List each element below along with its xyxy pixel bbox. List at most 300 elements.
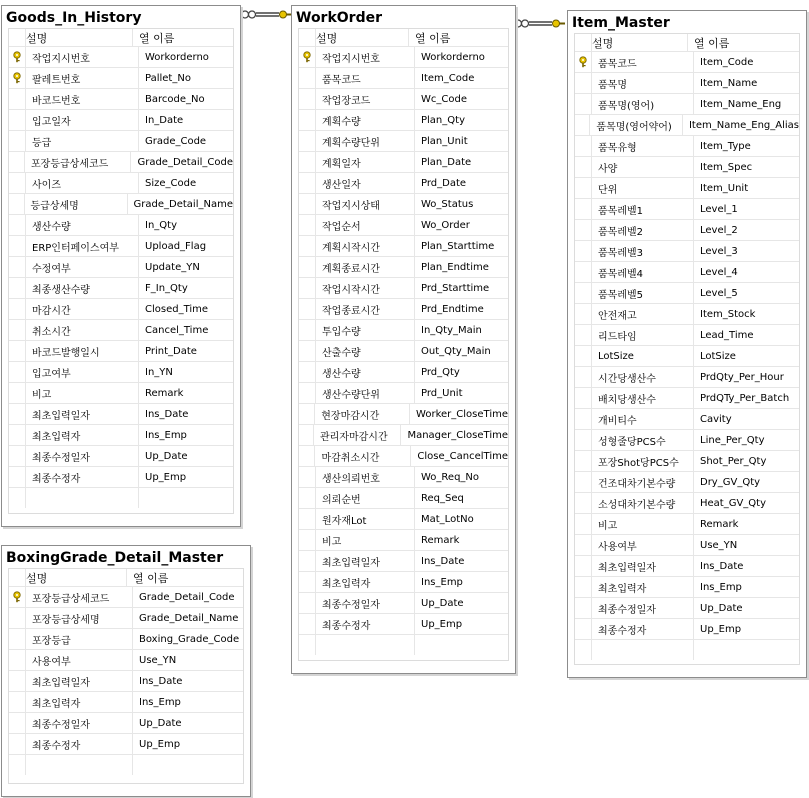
key-cell	[299, 89, 315, 109]
table-row[interactable]	[9, 235, 233, 256]
table-row[interactable]	[575, 576, 799, 597]
relation-workorder-item	[515, 20, 566, 27]
table-title[interactable]: Goods_In_History	[6, 10, 142, 26]
key-cell	[9, 650, 25, 670]
table-row[interactable]	[9, 424, 233, 445]
key-cell	[575, 577, 591, 597]
column-name: Grade_Detail_Name	[132, 608, 243, 628]
table-row[interactable]	[9, 586, 243, 607]
table-row[interactable]	[575, 366, 799, 387]
key-cell	[575, 241, 591, 261]
table-row[interactable]	[9, 193, 233, 214]
column-name: Print_Date	[138, 341, 233, 361]
column-grid	[8, 568, 244, 784]
column-description: 관리자마감시간	[313, 425, 400, 445]
table-row[interactable]	[575, 324, 799, 345]
table-row[interactable]	[575, 93, 799, 114]
column-header	[9, 569, 243, 586]
table-row[interactable]	[299, 382, 508, 403]
table-row[interactable]	[299, 88, 508, 109]
primary-key-icon	[301, 51, 313, 63]
column-name: Ins_Date	[414, 551, 508, 571]
table-row[interactable]	[575, 177, 799, 198]
table-item-master[interactable]	[567, 10, 807, 678]
table-row[interactable]	[9, 46, 233, 67]
key-end-icon	[553, 20, 566, 27]
column-description	[315, 635, 414, 655]
table-row[interactable]	[299, 508, 508, 529]
key-cell	[9, 320, 25, 340]
table-row[interactable]	[299, 550, 508, 571]
column-name: Cancel_Time	[138, 320, 233, 340]
column-name: Workorderno	[414, 47, 508, 67]
column-description: 등급	[25, 131, 138, 151]
colname-header: 열 이름	[126, 569, 243, 586]
column-name: Plan_Starttime	[414, 236, 508, 256]
key-cell	[9, 629, 25, 649]
table-row[interactable]	[299, 340, 508, 361]
column-name: Prd_Qty	[414, 362, 508, 382]
column-header	[575, 34, 799, 51]
column-description: 최종수정일자	[25, 713, 132, 733]
key-cell	[9, 299, 25, 319]
table-row[interactable]	[9, 151, 233, 172]
table-row[interactable]	[9, 691, 243, 712]
column-name: Item_Stock	[693, 304, 799, 324]
column-description: 바코드번호	[25, 89, 138, 109]
column-description: 등급상세명	[24, 194, 127, 214]
key-cell	[299, 362, 315, 382]
column-description: 최종수정자	[25, 734, 132, 754]
column-description: 취소시간	[25, 320, 138, 340]
column-name: Item_Spec	[693, 157, 799, 177]
table-title[interactable]: BoxingGrade_Detail_Master	[6, 550, 224, 566]
key-cell	[9, 587, 25, 607]
table-row[interactable]	[575, 555, 799, 576]
column-description: 포장등급	[25, 629, 132, 649]
column-description: 성형줄당PCS수	[591, 430, 693, 450]
key-cell	[299, 467, 315, 487]
table-row[interactable]	[299, 592, 508, 613]
column-description: 배치당생산수	[591, 388, 693, 408]
column-name: Grade_Detail_Code	[132, 587, 243, 607]
key-cell	[9, 734, 25, 754]
table-workorder[interactable]	[291, 5, 516, 674]
column-description: 생산일자	[315, 173, 414, 193]
column-description: 생산수량	[315, 362, 414, 382]
table-row[interactable]	[299, 487, 508, 508]
table-row[interactable]	[9, 733, 243, 754]
key-cell	[575, 388, 591, 408]
table-row[interactable]	[9, 256, 233, 277]
table-row[interactable]	[575, 261, 799, 282]
column-description: 작업지시번호	[315, 47, 414, 67]
key-cell	[9, 713, 25, 733]
column-description: 작업순서	[315, 215, 414, 235]
column-description: 포장등급상세코드	[25, 587, 132, 607]
table-row[interactable]	[9, 361, 233, 382]
key-cell	[575, 73, 591, 93]
key-cell	[299, 194, 315, 214]
key-cell	[9, 47, 25, 67]
table-row[interactable]	[9, 214, 233, 235]
table-row[interactable]	[299, 172, 508, 193]
key-cell	[9, 404, 25, 424]
column-description: 계획종료시간	[315, 257, 414, 277]
column-name: Item_Code	[693, 52, 799, 72]
column-description: 최초입력자	[25, 425, 138, 445]
column-name: Ins_Emp	[138, 425, 233, 445]
table-row[interactable]	[9, 340, 233, 361]
column-description: 품목레벨2	[591, 220, 693, 240]
key-cell	[9, 362, 25, 382]
column-description: 생산수량단위	[315, 383, 414, 403]
column-description: 작업지시상태	[315, 194, 414, 214]
column-name: Level_5	[693, 283, 799, 303]
column-description: 비고	[25, 383, 138, 403]
column-description: 투입수량	[315, 320, 414, 340]
table-row[interactable]	[575, 240, 799, 261]
key-cell	[575, 52, 591, 72]
column-grid	[574, 33, 800, 665]
column-description: 수정여부	[25, 257, 138, 277]
column-name: Remark	[414, 530, 508, 550]
relation-goods-workorder	[242, 11, 293, 18]
column-description	[25, 755, 132, 775]
column-description: 현장마감시간	[314, 404, 409, 424]
column-rows	[9, 46, 233, 508]
column-name: Use_YN	[693, 535, 799, 555]
column-description: 최초입력일자	[25, 671, 132, 691]
table-row[interactable]	[9, 712, 243, 733]
key-cell	[299, 614, 315, 634]
key-cell	[575, 640, 591, 660]
key-cell	[9, 236, 25, 256]
table-row[interactable]	[299, 319, 508, 340]
column-description: 생산의뢰번호	[315, 467, 414, 487]
key-cell	[9, 755, 25, 775]
key-cell	[575, 493, 591, 513]
column-name: Barcode_No	[138, 89, 233, 109]
key-cell	[299, 257, 315, 277]
colname-header: 열 이름	[408, 29, 508, 46]
key-cell	[9, 341, 25, 361]
table-title[interactable]: WorkOrder	[296, 10, 383, 26]
column-description: 시간당생산수	[591, 367, 693, 387]
column-description: 마감시간	[25, 299, 138, 319]
column-grid	[298, 28, 509, 661]
key-cell	[575, 325, 591, 345]
table-row[interactable]	[9, 319, 233, 340]
key-cell	[9, 194, 24, 214]
column-description: LotSize	[591, 346, 693, 366]
column-name: Upload_Flag	[138, 236, 233, 256]
table-row[interactable]	[575, 303, 799, 324]
key-cell	[575, 157, 591, 177]
column-description: 품목명(영어약어)	[589, 115, 682, 135]
column-name: Wo_Order	[414, 215, 508, 235]
table-row[interactable]	[9, 466, 233, 487]
column-description: 원자재Lot	[315, 509, 414, 529]
column-description	[25, 488, 138, 508]
column-name: Up_Date	[132, 713, 243, 733]
table-row[interactable]	[299, 445, 508, 466]
column-name: Item_Name_Eng_Alias	[682, 115, 799, 135]
table-row[interactable]	[9, 67, 233, 88]
table-row[interactable]	[575, 429, 799, 450]
column-name: Item_Name	[693, 73, 799, 93]
key-cell	[299, 383, 315, 403]
column-name: Pallet_No	[138, 68, 233, 88]
column-name: Up_Emp	[414, 614, 508, 634]
table-row[interactable]	[299, 298, 508, 319]
key-cell	[299, 509, 315, 529]
table-row[interactable]	[299, 361, 508, 382]
colname-header: 열 이름	[687, 34, 799, 51]
table-row[interactable]	[575, 219, 799, 240]
key-cell	[299, 320, 315, 340]
table-row[interactable]	[575, 135, 799, 156]
table-row[interactable]	[9, 628, 243, 649]
table-row[interactable]	[575, 597, 799, 618]
table-row[interactable]	[299, 67, 508, 88]
table-row[interactable]	[299, 256, 508, 277]
column-description: 최종수정자	[591, 619, 693, 639]
column-name	[138, 488, 233, 508]
key-cell	[575, 136, 591, 156]
table-row[interactable]	[9, 382, 233, 403]
column-grid	[8, 28, 234, 514]
column-name: Workorderno	[138, 47, 233, 67]
column-name: Level_4	[693, 262, 799, 282]
column-description: ERP인터페이스여부	[25, 236, 138, 256]
table-row[interactable]	[9, 298, 233, 319]
table-row[interactable]	[299, 466, 508, 487]
key-cell	[9, 608, 25, 628]
table-goods-in-history[interactable]	[1, 5, 241, 527]
table-title[interactable]: Item_Master	[572, 15, 670, 31]
table-row[interactable]	[575, 345, 799, 366]
column-name: Wo_Status	[414, 194, 508, 214]
table-row[interactable]	[9, 670, 243, 691]
desc-header: 설명	[25, 29, 132, 46]
column-name: Ins_Date	[138, 404, 233, 424]
column-name: Manager_CloseTime	[400, 425, 508, 445]
column-name: Up_Emp	[693, 619, 799, 639]
key-cell	[575, 409, 591, 429]
key-cell	[9, 692, 25, 712]
table-row[interactable]	[9, 130, 233, 151]
column-name	[414, 635, 508, 655]
table-row[interactable]	[299, 571, 508, 592]
column-name: PrdQTy_Per_Batch	[693, 388, 799, 408]
key-cell	[299, 299, 315, 319]
key-cell	[299, 173, 315, 193]
table-row[interactable]	[575, 618, 799, 639]
table-row[interactable]	[9, 487, 233, 508]
column-description: 품목코드	[591, 52, 693, 72]
key-cell	[575, 304, 591, 324]
table-row[interactable]	[299, 277, 508, 298]
primary-key-icon	[11, 72, 23, 84]
table-row[interactable]	[575, 387, 799, 408]
column-name: Plan_Endtime	[414, 257, 508, 277]
key-cell	[299, 68, 315, 88]
column-name: Dry_GV_Qty	[693, 472, 799, 492]
key-cell	[299, 131, 315, 151]
key-cell	[575, 262, 591, 282]
table-row[interactable]	[9, 172, 233, 193]
column-name: Level_2	[693, 220, 799, 240]
column-name: Use_YN	[132, 650, 243, 670]
table-row[interactable]	[299, 151, 508, 172]
column-name: Req_Seq	[414, 488, 508, 508]
column-description: 팔레트번호	[25, 68, 138, 88]
column-description: 사양	[591, 157, 693, 177]
table-boxinggrade-detail-master[interactable]	[1, 545, 251, 797]
table-row[interactable]	[9, 88, 233, 109]
column-description: 계획수량단위	[315, 131, 414, 151]
column-name: Closed_Time	[138, 299, 233, 319]
column-name: Cavity	[693, 409, 799, 429]
column-description: 최초입력자	[315, 572, 414, 592]
column-description: 최초입력일자	[591, 556, 693, 576]
table-row[interactable]	[575, 492, 799, 513]
table-row[interactable]	[299, 193, 508, 214]
key-cell	[299, 635, 315, 655]
table-row[interactable]	[9, 649, 243, 670]
table-row[interactable]	[575, 72, 799, 93]
table-row[interactable]	[575, 408, 799, 429]
table-row[interactable]	[575, 51, 799, 72]
table-row[interactable]	[9, 277, 233, 298]
column-description: 최종수정일자	[315, 593, 414, 613]
key-cell	[9, 131, 25, 151]
column-name: Out_Qty_Main	[414, 341, 508, 361]
key-cell	[9, 425, 25, 445]
column-name: Wo_Req_No	[414, 467, 508, 487]
column-description: 입고여부	[25, 362, 138, 382]
column-name: Update_YN	[138, 257, 233, 277]
table-row[interactable]	[9, 754, 243, 775]
table-row[interactable]	[299, 613, 508, 634]
table-row[interactable]	[299, 424, 508, 445]
column-description: 건조대차기본수량	[591, 472, 693, 492]
table-row[interactable]	[575, 282, 799, 303]
table-row[interactable]	[299, 46, 508, 67]
table-row[interactable]	[299, 130, 508, 151]
key-cell	[9, 671, 25, 691]
key-cell	[299, 341, 315, 361]
column-description: 포장Shot당PCS수	[591, 451, 693, 471]
column-description: 의뢰순번	[315, 488, 414, 508]
table-row[interactable]	[299, 634, 508, 655]
column-description: 생산수량	[25, 215, 138, 235]
key-cell	[9, 278, 25, 298]
column-description: 사용여부	[25, 650, 132, 670]
table-row[interactable]	[9, 109, 233, 130]
primary-key-icon	[577, 56, 589, 68]
column-description: 최초입력자	[25, 692, 132, 712]
key-cell	[299, 110, 315, 130]
column-rows	[575, 51, 799, 660]
colname-header: 열 이름	[132, 29, 233, 46]
key-cell	[575, 598, 591, 618]
column-description: 품목레벨4	[591, 262, 693, 282]
table-row[interactable]	[575, 156, 799, 177]
column-name: Prd_Unit	[414, 383, 508, 403]
column-name: Prd_Starttime	[414, 278, 508, 298]
column-name: Up_Date	[414, 593, 508, 613]
column-name: LotSize	[693, 346, 799, 366]
table-row[interactable]	[299, 529, 508, 550]
key-cell	[9, 110, 25, 130]
column-description: 포장등급상세명	[25, 608, 132, 628]
table-row[interactable]	[9, 607, 243, 628]
key-cell	[299, 215, 315, 235]
table-row[interactable]	[299, 403, 508, 424]
table-row[interactable]	[299, 214, 508, 235]
column-description: 품목명	[591, 73, 693, 93]
key-cell	[9, 68, 25, 88]
column-name: Level_1	[693, 199, 799, 219]
column-name: Plan_Date	[414, 152, 508, 172]
column-name: Grade_Detail_Name	[127, 194, 233, 214]
table-row[interactable]	[575, 639, 799, 660]
table-row[interactable]	[299, 235, 508, 256]
key-cell	[575, 556, 591, 576]
table-row[interactable]	[575, 513, 799, 534]
table-row[interactable]	[575, 450, 799, 471]
column-description: 계획시작시간	[315, 236, 414, 256]
column-description: 최종수정일자	[591, 598, 693, 618]
table-row[interactable]	[575, 471, 799, 492]
table-row[interactable]	[575, 534, 799, 555]
key-cell	[575, 94, 591, 114]
column-description: 작업지시번호	[25, 47, 138, 67]
column-description: 사용여부	[591, 535, 693, 555]
column-name	[132, 755, 243, 775]
key-cell	[299, 488, 315, 508]
column-description	[591, 640, 693, 660]
table-row[interactable]	[9, 445, 233, 466]
column-name: Heat_GV_Qty	[693, 493, 799, 513]
table-row[interactable]	[299, 109, 508, 130]
column-description: 작업장코드	[315, 89, 414, 109]
key-cell	[575, 199, 591, 219]
column-description: 품목명(영어)	[591, 94, 693, 114]
column-name: Ins_Emp	[132, 692, 243, 712]
column-name: Remark	[138, 383, 233, 403]
key-cell	[575, 430, 591, 450]
table-row[interactable]	[575, 114, 799, 135]
column-description: 품목레벨5	[591, 283, 693, 303]
column-name: F_In_Qty	[138, 278, 233, 298]
column-description: 바코드발행일시	[25, 341, 138, 361]
key-cell	[9, 173, 25, 193]
column-name: Item_Type	[693, 136, 799, 156]
table-row[interactable]	[9, 403, 233, 424]
table-row[interactable]	[575, 198, 799, 219]
key-cell	[299, 446, 314, 466]
column-description: 작업시작시간	[315, 278, 414, 298]
desc-header: 설명	[315, 29, 408, 46]
key-cell	[299, 278, 315, 298]
key-cell	[575, 283, 591, 303]
key-cell	[9, 446, 25, 466]
key-cell	[575, 367, 591, 387]
column-name: Lead_Time	[693, 325, 799, 345]
